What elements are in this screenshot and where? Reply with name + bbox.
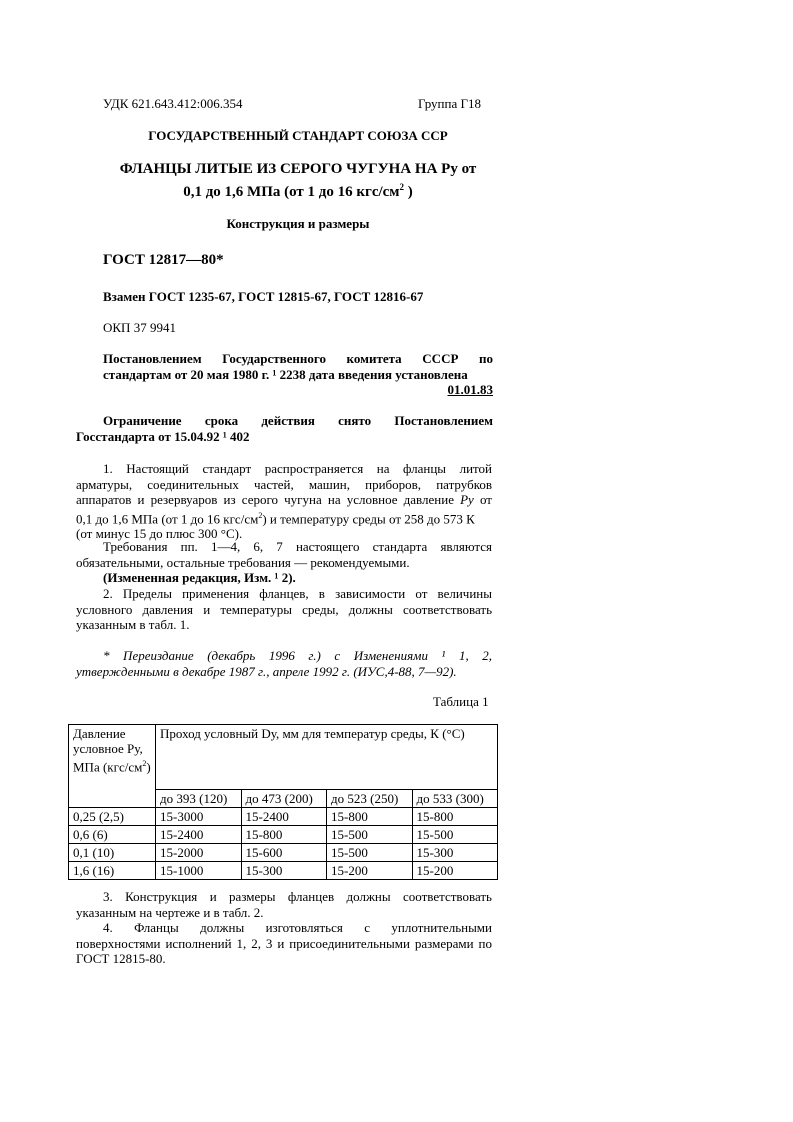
bore-cell: 15-500 xyxy=(327,844,413,862)
table-label: Таблица 1 xyxy=(433,694,489,709)
bore-cell: 15-500 xyxy=(327,826,413,844)
bore-cell: 15-300 xyxy=(412,844,498,862)
nominal-bore-header: Проход условный Dу, мм для температур среды, К (°С) xyxy=(156,725,498,790)
table-row xyxy=(69,862,498,880)
pressure-cell: 0,25 (2,5) xyxy=(69,808,156,826)
bore-cell: 15-200 xyxy=(327,862,413,880)
decree-block: Постановлением Государственного комитета СССР по стандартам от 20 мая 1980 г. ¹ 2238 дата введения установлена 01.01.83 xyxy=(103,351,493,397)
pressure-cell: 1,6 (16) xyxy=(69,862,156,880)
replaces-line: Взамен ГОСТ 1235-67, ГОСТ 12815-67, ГОСТ 12816-67 xyxy=(103,289,424,304)
bore-cell: 15-800 xyxy=(412,808,498,826)
temp-header: до 523 (250) xyxy=(327,790,413,808)
temp-header: до 533 (300) xyxy=(412,790,498,808)
bore-cell: 15-600 xyxy=(241,844,327,862)
bore-cell: 15-2400 xyxy=(241,808,327,826)
bore-cell: 15-200 xyxy=(412,862,498,880)
okp-code: ОКП 37 9941 xyxy=(103,320,176,335)
requirements-paragraph: Требования пп. 1—4, 6, 7 настоящего стандарта являются обязательными, остальные требования — рекомендуемыми. xyxy=(76,539,492,570)
bore-cell: 15-300 xyxy=(241,862,327,880)
table-1 xyxy=(68,724,498,880)
pressure-cell: 0,6 (6) xyxy=(69,826,156,844)
standard-org: ГОСУДАРСТВЕННЫЙ СТАНДАРТ СОЮЗА ССР xyxy=(148,128,448,143)
title-line-1: ФЛАНЦЫ ЛИТЫЕ ИЗ СЕРОГО ЧУГУНА НА Ру от xyxy=(119,161,477,177)
bore-cell: 15-500 xyxy=(412,826,498,844)
pressure-column-header: Давление условное Ру, МПа $(кгс/см^2)$ xyxy=(69,725,156,808)
bore-cell: 15-3000 xyxy=(156,808,242,826)
limitation-block: Ограничение срока действия снято Постановлением Госстандарта от 15.04.92 ¹ 402 xyxy=(76,413,493,444)
paragraph-1: 1. Настоящий стандарт распространяется на фланцы литой арматуры, соединительных частей, машин, приборов, патрубков аппаратов и резервуаров из серого чугуна на условное давление Ру от 0,1 до 1,6 МПа (от 1 до 16 кгс/$см^2$) и температуру среды от 258 до 573 К (от минус 15 до плюс 300 °С). xyxy=(76,461,492,542)
pressure-cell: 0,1 (10) xyxy=(69,844,156,862)
paragraph-4: 4. Фланцы должны изготовляться с уплотнительными поверхностями исполнений 1, 2, 3 и присоединительными размерами по ГОСТ 12815-80. xyxy=(76,920,492,966)
bore-cell: 15-1000 xyxy=(156,862,242,880)
gost-number: ГОСТ 12817—80* xyxy=(103,252,224,268)
paragraph-3: 3. Конструкция и размеры фланцев должны соответствовать указанным на чертеже и в табл. 2. xyxy=(76,889,492,920)
table-row xyxy=(69,808,498,826)
bore-cell: 15-800 xyxy=(241,826,327,844)
document-subtitle: Конструкция и размеры xyxy=(226,216,370,231)
temp-header: до 393 (120) xyxy=(156,790,242,808)
amendment-note: (Измененная редакция, Изм. ¹ 2). xyxy=(103,570,296,585)
bore-cell: 15-2000 xyxy=(156,844,242,862)
introduction-date: 01.01.83 xyxy=(447,382,493,397)
document-title xyxy=(90,160,506,201)
bore-cell: 15-800 xyxy=(327,808,413,826)
title-line-2: 0,1 до 1,6 МПа (от 1 до 16 кгс/$см^2$ ) xyxy=(183,182,413,200)
paragraph-2: 2. Пределы применения фланцев, в зависимости от величины условного давления и температуры среды, должны соответствовать указанным в табл. 1. xyxy=(76,586,492,632)
table-row xyxy=(69,826,498,844)
footnote: * Переиздание (декабрь 1996 г.) с Изменениями ¹ 1, 2, утвержденными в декабре 1987 г., апреле 1992 г. (ИУС,4-88, 7—92). xyxy=(76,648,492,679)
temp-header: до 473 (200) xyxy=(241,790,327,808)
group-code: Группа Г18 xyxy=(418,96,481,111)
udk-code: УДК 621.643.412:006.354 xyxy=(103,96,243,111)
bore-cell: 15-2400 xyxy=(156,826,242,844)
table-row xyxy=(69,844,498,862)
